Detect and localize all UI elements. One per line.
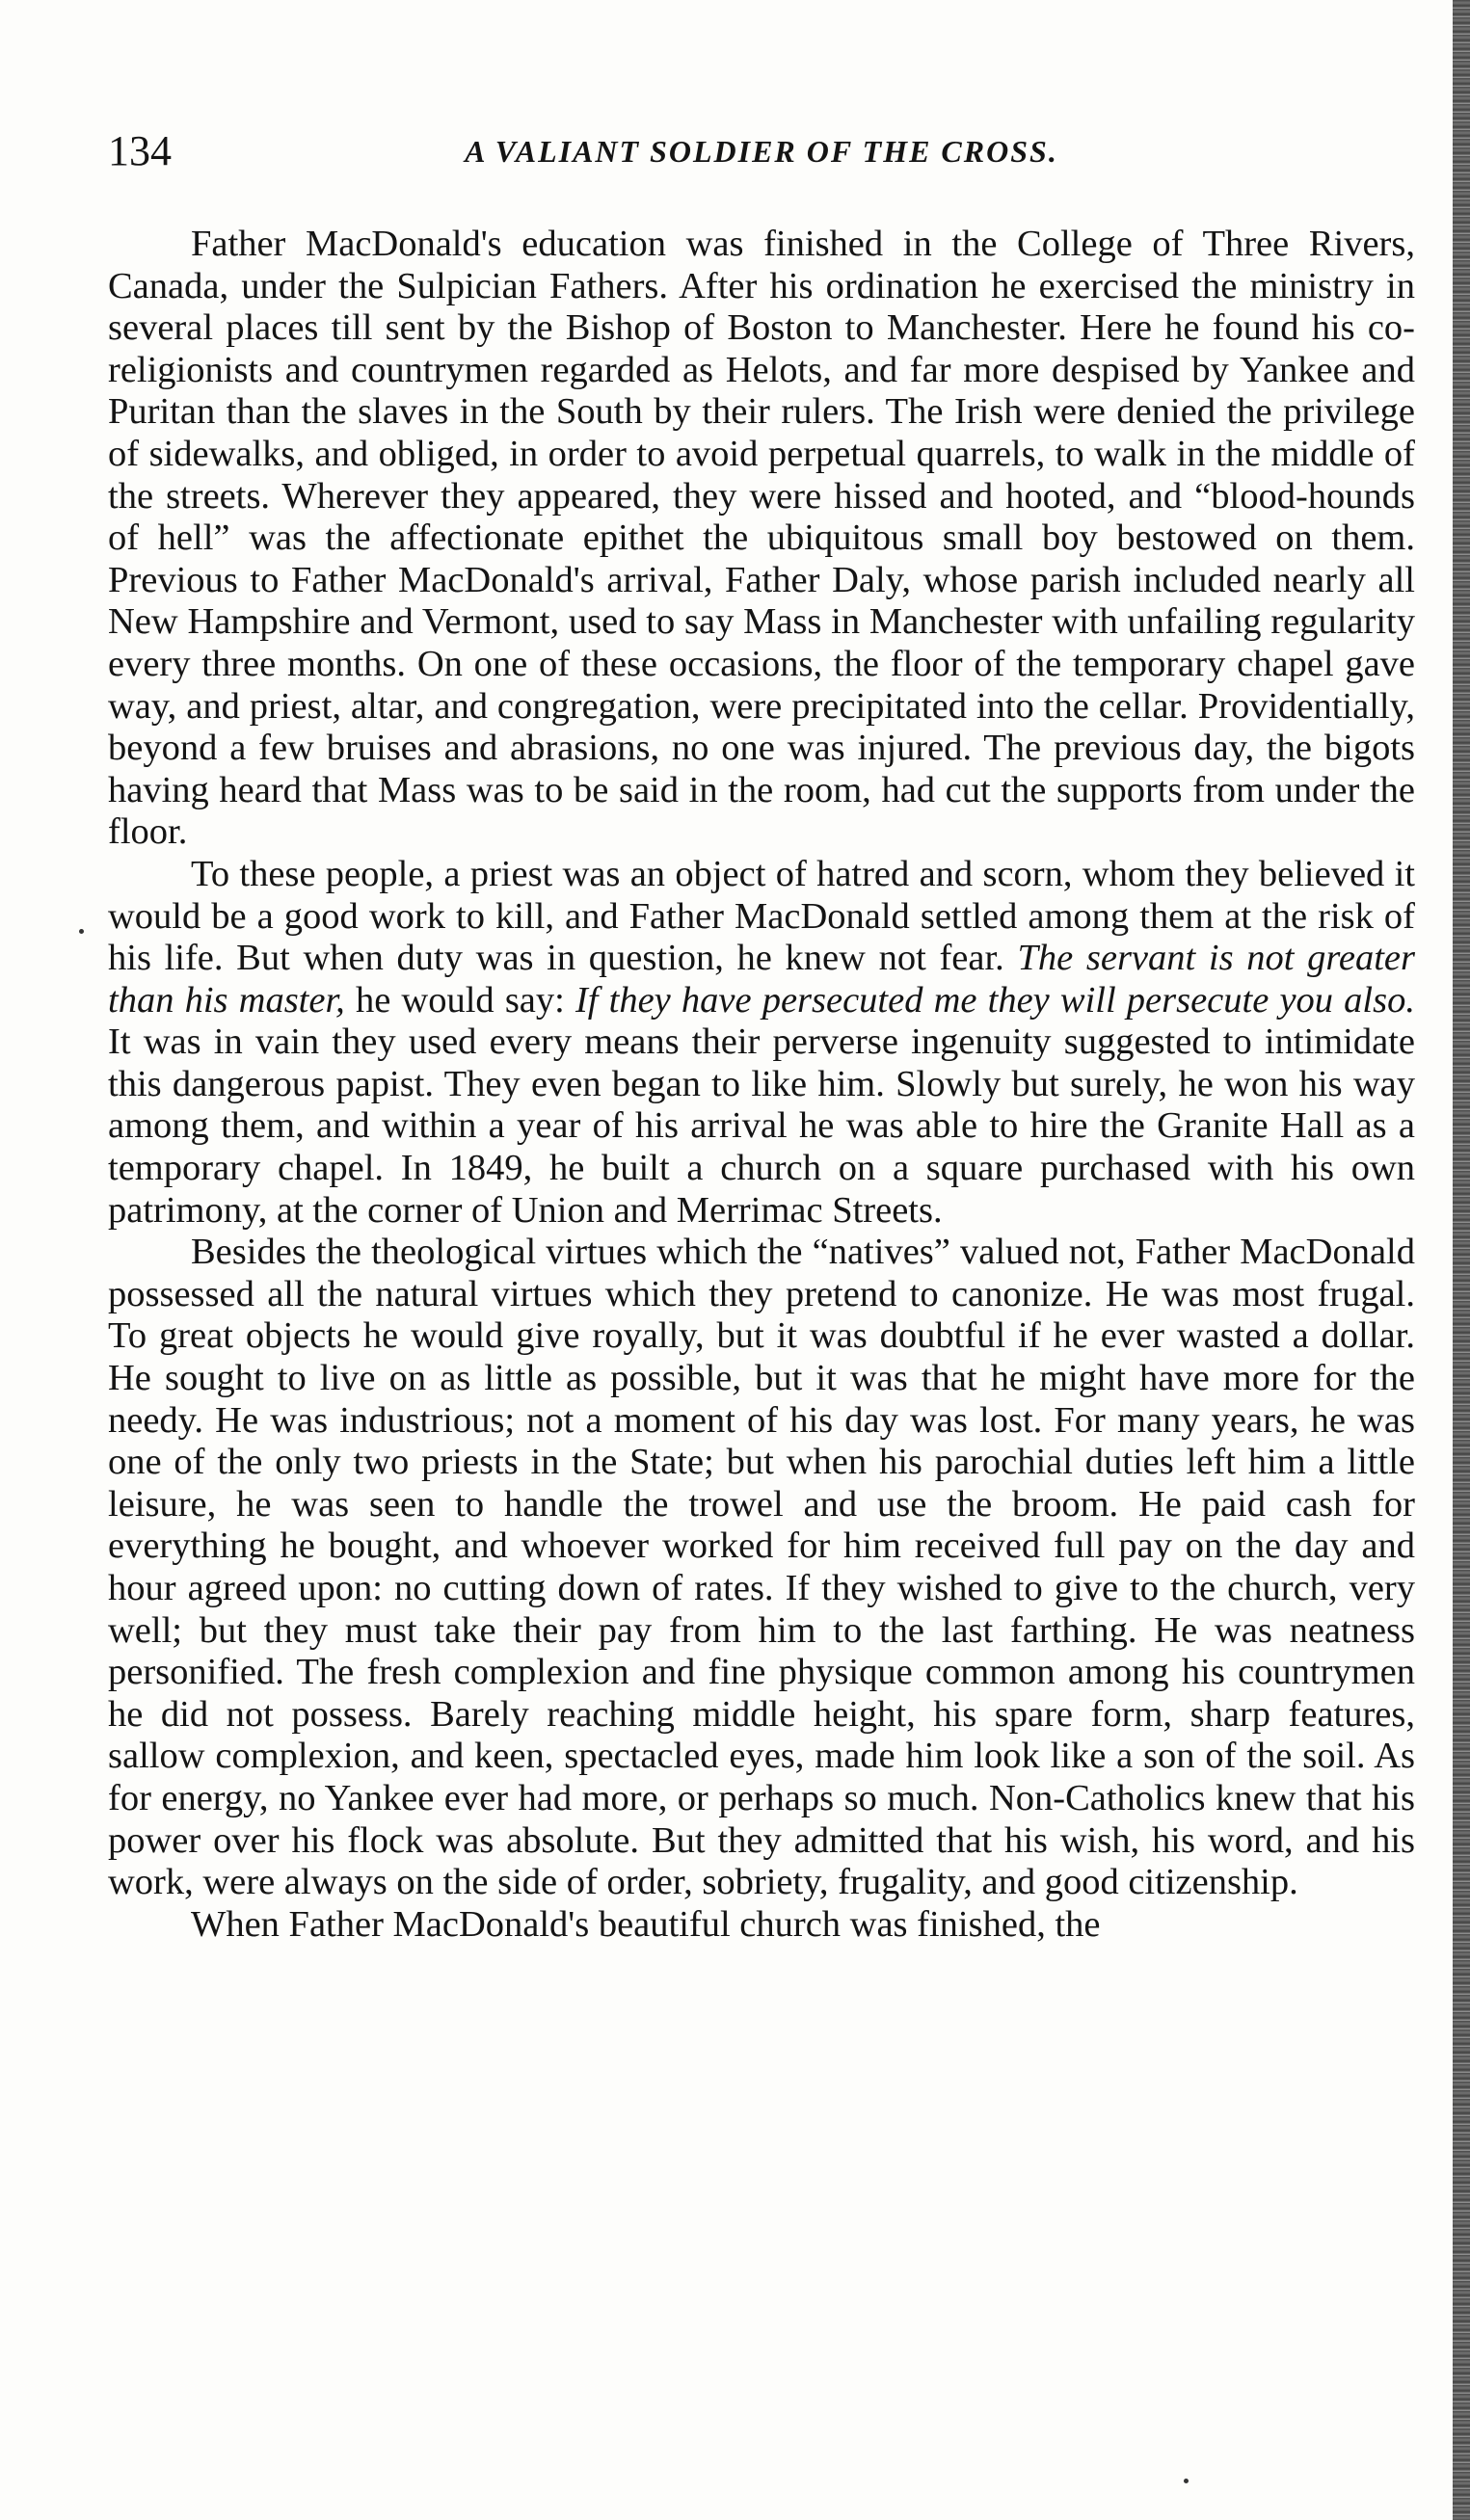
paragraph-hatred — [108, 854, 1415, 1232]
paragraph-church — [108, 1904, 1415, 1947]
page-number: 134 — [108, 127, 172, 174]
paragraph-text: he would say: — [344, 979, 575, 1021]
paragraph-text: Father MacDonald's education was finished in the College of Three Rivers, Canada, under the Sulpician Fathers. After his ordination he exercised the ministry in several places till sent by the Bishop of Boston to Manchester. Here he found his co-religionists and countrymen regarded as Helots, and far more despised by Yankee and Puritan than the slaves in the South by their rulers. The Irish were denied the privilege of sidewalks, and obliged, in order to avoid perpetual quarrels, to walk in the middle of the streets. Wherever they appeared, they were hissed and hooted, and “blood-hounds of hell” was the affectionate epithet the ubiquitous small boy bestowed on them. Previous to Father MacDonald's arrival, Father Daly, whose parish included nearly all New Hampshire and Vermont, used to say Mass in Manchester with unfailing regularity every three months. On one of these occasions, the floor of the temporary chapel gave way, and priest, altar, and congregation, were precipitated into the cellar. Providentially, beyond a few bruises and abrasions, no one was injured. The previous day, the bigots having heard that Mass was to be said in the room, had cut the supports from under the floor. — [108, 224, 1415, 853]
running-title: A VALIANT SOLDIER OF THE CROSS. — [465, 134, 1058, 169]
paragraph-text: It was in vain they used every means their perverse ingenuity suggested to intimidate this dangerous papist. They even began to like him. Slowly but surely, he won his way among them, and within a year of his arrival he was able to hire the Granite Hall as a temporary chapel. In 1849, he built a church on a square purchased with his own patrimony, at the corner of Union and Merrimac Streets. — [108, 1021, 1415, 1231]
body-text — [108, 224, 1415, 1946]
page-edge-binding — [1453, 0, 1470, 2520]
scripture-quote: The servant is not greater than his master, — [108, 938, 1416, 1021]
ink-speck — [79, 929, 84, 934]
paragraph-virtues — [108, 1232, 1415, 1904]
paragraph-text: Besides the theological virtues which the “natives” valued not, Father MacDonald possessed all the natural virtues which they pretend to canonize. He was most frugal. To great objects he would give royally, but it was doubtful if he ever wasted a dollar. He sought to live on as little as possible, but it was that he might have more for the needy. He was industrious; not a moment of his day was lost. For many years, he was one of the only two priests in the State; but when his parochial duties left him a little leisure, he was seen to handle the trowel and use the broom. He paid cash for everything he bought, and whoever worked for him received full pay on the day and hour agreed upon: no cutting down of rates. If they wished to give to the church, very well; but they must take their pay from him to the last farthing. He was neatness personified. The fresh complexion and fine physique common among his countrymen he did not possess. Barely reaching middle height, his spare form, sharp features, sallow complexion, and keen, spectacled eyes, made him look like a son of the soil. As for energy, no Yankee ever had more, or perhaps so much. Non-Catholics knew that his power over his flock was absolute. But they admitted that his wish, his word, and his work, were always on the side of order, sobriety, frugality, and good citizenship. — [108, 1232, 1415, 1903]
ink-speck — [1184, 2479, 1189, 2483]
scripture-quote: If they have persecuted me they will persecute you also. — [575, 979, 1415, 1021]
paragraph-text: When Father MacDonald's beautiful church was finished, the — [191, 1903, 1101, 1945]
page-header — [108, 127, 1415, 175]
paragraph-education — [108, 224, 1415, 854]
paragraph-text: To these people, a priest was an object of hatred and scorn, whom they believed it would be a good work to kill, and Father MacDonald settled among them at the risk of his life. But when duty was in question, he knew not fear. — [108, 853, 1415, 979]
